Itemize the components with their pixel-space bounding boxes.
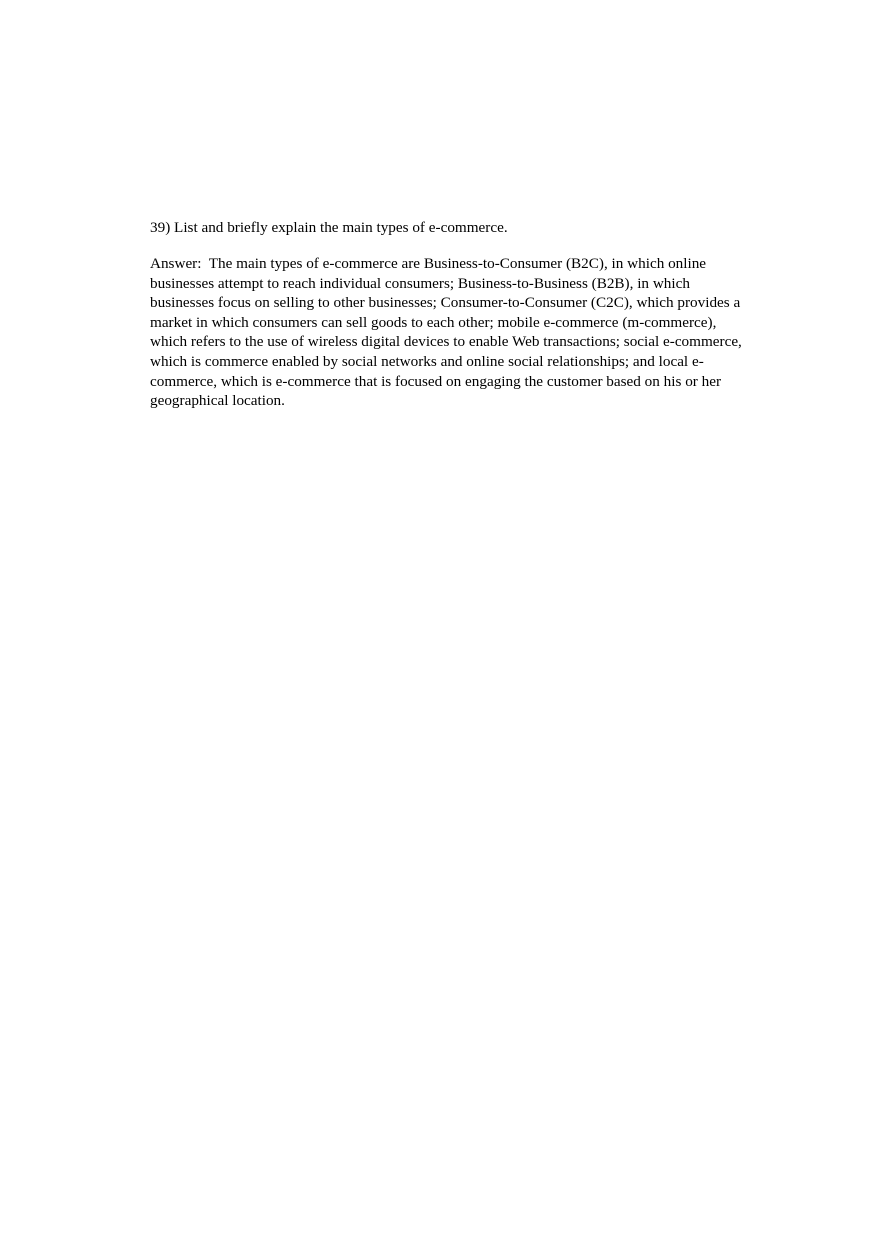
answer-line: geographical location. xyxy=(150,392,285,410)
answer-line: market in which consumers can sell goods to each other; mobile e-commerce (m-commerce), xyxy=(150,313,717,331)
answer-line: businesses focus on selling to other businesses; Consumer-to-Consumer (C2C), which provides a xyxy=(150,294,741,312)
answer-line: which is commerce enabled by social networks and online social relationships; and local e- xyxy=(150,352,704,370)
answer-line: Answer: The main types of e-commerce are Business-to-Consumer (B2C), in which online xyxy=(150,255,707,272)
answer-paragraph xyxy=(150,254,742,411)
question-text: 39) List and briefly explain the main types of e-commerce. xyxy=(150,219,508,236)
answer-line: businesses attempt to reach individual consumers; Business-to-Business (B2B), in which xyxy=(150,274,690,292)
answer-line: commerce, which is e-commerce that is focused on engaging the customer based on his or her xyxy=(150,372,722,390)
answer-line: which refers to the use of wireless digital devices to enable Web transactions; social e-commerce, xyxy=(150,333,742,351)
